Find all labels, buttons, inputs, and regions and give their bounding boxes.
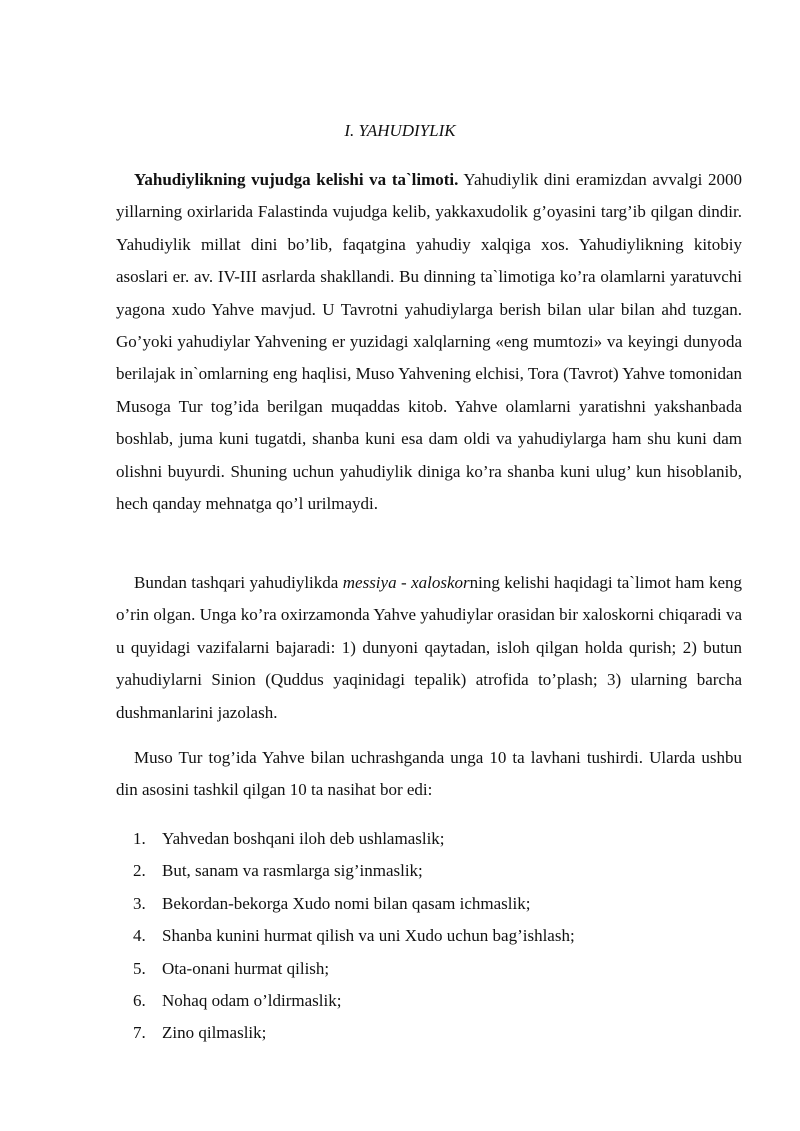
list-item-number: 1. — [133, 829, 146, 848]
list-item — [133, 1017, 753, 1049]
list-item-number: 2. — [133, 861, 146, 881]
list-item-text: Zino qilmaslik; — [162, 1023, 267, 1043]
list-item-text: But, sanam va rasmlarga sig’inmaslik; — [162, 861, 423, 881]
commandments-list — [133, 823, 753, 1050]
list-item — [133, 985, 753, 1017]
paragraph-tablets: Muso Tur tog’ida Yahve bilan uchrashganda unga 10 ta lavhani tushirdi. Ularda ushbu din asosini tashkil qilgan 10 ta nasihat bor edi: — [116, 748, 742, 800]
paragraph-messiah-before: Bundan tashqari yahudiylikda — [134, 573, 343, 592]
list-item — [133, 855, 753, 887]
list-item — [133, 888, 753, 920]
list-item-text: Bekordan-bekorga Xudo nomi bilan qasam ichmaslik; — [162, 893, 531, 913]
paragraph-messiah-after: ning kelishi haqidagi ta`limot ham keng o’rin olgan. Unga ko’ra oxirzamonda Yahve yahudiylar orasidan bir xaloskorni chiqaradi va u quyidagi vazifalarni bajaradi: 1) dunyoni qaytadan, isloh qilgan holda qurish; 2) butun yahudiylarni Sinion (Quddus yaqinidagi tepalik) atrofida to’plash; 3) ularning barcha dushmanlarini jazolash. — [116, 573, 743, 722]
paragraph-intro-text: Yahudiylik dini eramizdan avvalgi 2000 yillarning oxirlarida Falastinda vujudga kelib, yakkaxudolik g’oyasini targ’ib qilgan dindir. Yahudiylik millat dini bo’lib, faqatgina yahudiy xalqiga xos. Yahudiylikning kitobiy asoslari er. av. IV-III asrlarda shakllandi. Bu dinning ta`limotiga ko’ra olamlarni yaratuvchi yagona xudo Yahve mavjud. U Tavrotni yahudiylarga berish bilan ular bilan ahd tuzgan. Go’yoki yahudiylar Yahvening er yuzidagi xalqlarning «eng mumtozi» va keyingi dunyoda berilajak in`omlarning eng haqlisi, Muso Yahvening elchisi, Tora (Tavrot) Yahve tomonidan Musoga Tur tog’ida berilgan muqaddas kitob. Yahve olamlarni yaratishni yakshanbada boshlab, juma kuni tugatdi, shanba kuni esa dam oldi va yahudiylarga ham shu kuni dam olishni buyurdi. Shuning uchun yahudiylik diniga ko’ra shanba kuni ulug’ kun hisoblanib, hech qanday mehnatga qo’l urilmaydi. — [116, 170, 742, 514]
section-heading: Yahudiylikning vujudga kelishi va ta`limoti. — [134, 170, 459, 189]
list-item-number: 6. — [133, 990, 146, 1010]
paragraph-messiah-italic: messiya - xaloskor — [342, 573, 470, 592]
page-title: I. YAHUDIYLIK — [344, 121, 456, 140]
list-item-text: Yahvedan boshqani iloh deb ushlamaslik; — [162, 829, 445, 848]
list-item-number: 5. — [133, 958, 146, 978]
list-item-text: Ota-onani hurmat qilish; — [162, 958, 330, 978]
list-item-text: Nohaq odam o’ldirmaslik; — [162, 990, 342, 1010]
paragraph-messiah — [116, 567, 742, 729]
list-item-number: 7. — [133, 1023, 146, 1043]
list-item — [133, 953, 753, 985]
list-item — [133, 920, 753, 952]
paragraph-intro — [116, 164, 742, 520]
list-item-number: 4. — [133, 926, 146, 946]
list-item-number: 3. — [133, 893, 146, 913]
list-item-text: Shanba kunini hurmat qilish va uni Xudo uchun bag’ishlash; — [162, 926, 575, 946]
list-item — [133, 823, 753, 855]
